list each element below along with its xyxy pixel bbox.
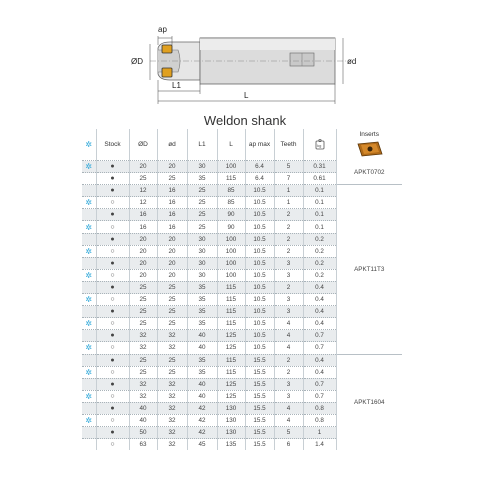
cell-L: 125 xyxy=(217,378,245,390)
cell-teeth: 7 xyxy=(274,173,303,185)
cell-kg: 0.7 xyxy=(303,390,336,402)
cell-L1: 30 xyxy=(187,269,217,281)
cell-teeth: 2 xyxy=(274,209,303,221)
cell-ap: 10.5 xyxy=(245,209,274,221)
cell-kg: 0.2 xyxy=(303,245,336,257)
cell-ap: 10.5 xyxy=(245,281,274,293)
cell-teeth: 2 xyxy=(274,233,303,245)
cell-teeth: 5 xyxy=(274,161,303,173)
cell-kg: 0.1 xyxy=(303,221,336,233)
cell-L1: 35 xyxy=(187,366,217,378)
snowflake-icon: ✲ xyxy=(82,366,96,378)
cell-D: 12 xyxy=(129,185,157,197)
cell-L: 130 xyxy=(217,427,245,439)
col-L: L xyxy=(217,129,245,161)
empty-cell xyxy=(82,173,96,185)
cell-L1: 30 xyxy=(187,257,217,269)
cell-L1: 30 xyxy=(187,233,217,245)
cell-L1: 40 xyxy=(187,330,217,342)
cell-L1: 35 xyxy=(187,294,217,306)
cell-stock: ○ xyxy=(96,342,129,354)
D-label: ØD xyxy=(131,57,143,66)
cell-d: 32 xyxy=(157,402,187,414)
cell-L1: 42 xyxy=(187,402,217,414)
cell-kg: 0.4 xyxy=(303,366,336,378)
cell-kg: 0.2 xyxy=(303,257,336,269)
cell-L: 125 xyxy=(217,390,245,402)
cell-ap: 10.5 xyxy=(245,257,274,269)
cell-D: 20 xyxy=(129,161,157,173)
cell-d: 32 xyxy=(157,414,187,426)
cell-L1: 35 xyxy=(187,281,217,293)
cell-stock: ○ xyxy=(96,269,129,281)
cell-L: 90 xyxy=(217,209,245,221)
snowflake-header: ✲ xyxy=(82,129,96,161)
cell-L1: 35 xyxy=(187,173,217,185)
cell-d: 20 xyxy=(157,161,187,173)
svg-text:kg: kg xyxy=(316,142,321,148)
kg-weight-icon xyxy=(314,138,326,150)
cell-stock: ○ xyxy=(96,318,129,330)
empty-cell xyxy=(82,439,96,451)
cell-L1: 25 xyxy=(187,185,217,197)
cell-ap: 15.5 xyxy=(245,390,274,402)
cell-ap: 15.5 xyxy=(245,402,274,414)
snowflake-icon: ✲ xyxy=(82,414,96,426)
cell-d: 25 xyxy=(157,318,187,330)
cell-teeth: 3 xyxy=(274,269,303,281)
cell-stock: ● xyxy=(96,402,129,414)
ap-label: ap xyxy=(158,25,167,34)
cell-teeth: 1 xyxy=(274,185,303,197)
cell-D: 25 xyxy=(129,294,157,306)
cell-stock: ● xyxy=(96,281,129,293)
empty-cell xyxy=(82,306,96,318)
cell-kg: 0.4 xyxy=(303,354,336,366)
cell-D: 25 xyxy=(129,306,157,318)
cell-d: 16 xyxy=(157,197,187,209)
cell-d: 16 xyxy=(157,221,187,233)
cell-L1: 35 xyxy=(187,306,217,318)
empty-cell xyxy=(82,209,96,221)
col-kg xyxy=(303,129,336,161)
cell-ap: 15.5 xyxy=(245,439,274,451)
cell-D: 20 xyxy=(129,257,157,269)
cell-L: 85 xyxy=(217,197,245,209)
cell-ap: 10.5 xyxy=(245,318,274,330)
snowflake-icon: ✲ xyxy=(82,294,96,306)
cell-d: 25 xyxy=(157,173,187,185)
cell-d: 25 xyxy=(157,294,187,306)
snowflake-icon: ✲ xyxy=(82,269,96,281)
cell-stock: ● xyxy=(96,306,129,318)
cell-stock: ○ xyxy=(96,245,129,257)
cell-ap: 10.5 xyxy=(245,197,274,209)
cell-stock: ● xyxy=(96,427,129,439)
cell-d: 25 xyxy=(157,354,187,366)
cell-ap: 6.4 xyxy=(245,161,274,173)
cell-kg: 0.1 xyxy=(303,197,336,209)
cell-kg: 1 xyxy=(303,427,336,439)
cell-ap: 10.5 xyxy=(245,330,274,342)
cell-teeth: 3 xyxy=(274,378,303,390)
cell-stock: ○ xyxy=(96,197,129,209)
col-stock: Stock xyxy=(96,129,129,161)
cell-ap: 15.5 xyxy=(245,366,274,378)
cell-ap: 10.5 xyxy=(245,233,274,245)
cell-kg: 0.1 xyxy=(303,209,336,221)
cell-teeth: 4 xyxy=(274,318,303,330)
cell-L1: 42 xyxy=(187,414,217,426)
cell-D: 32 xyxy=(129,390,157,402)
cell-D: 20 xyxy=(129,233,157,245)
cell-d: 16 xyxy=(157,209,187,221)
cell-L: 115 xyxy=(217,281,245,293)
cell-ap: 10.5 xyxy=(245,306,274,318)
cell-d: 32 xyxy=(157,439,187,451)
col-D: ØD xyxy=(129,129,157,161)
cell-stock: ● xyxy=(96,257,129,269)
table-row xyxy=(82,185,402,197)
L1-label: L1 xyxy=(172,81,181,90)
cell-D: 40 xyxy=(129,414,157,426)
inserts-label: Inserts xyxy=(359,131,379,139)
cell-d: 32 xyxy=(157,390,187,402)
cell-L: 115 xyxy=(217,318,245,330)
cell-teeth: 4 xyxy=(274,330,303,342)
empty-cell xyxy=(82,257,96,269)
cell-kg: 0.8 xyxy=(303,414,336,426)
cell-kg: 0.8 xyxy=(303,402,336,414)
cell-stock: ● xyxy=(96,161,129,173)
cell-stock: ● xyxy=(96,173,129,185)
snowflake-icon: ✲ xyxy=(82,342,96,354)
cell-d: 16 xyxy=(157,185,187,197)
cell-ap: 10.5 xyxy=(245,269,274,281)
cell-kg: 0.4 xyxy=(303,281,336,293)
snowflake-icon: ✲ xyxy=(82,318,96,330)
cell-teeth: 4 xyxy=(274,342,303,354)
cell-D: 12 xyxy=(129,197,157,209)
cell-L: 135 xyxy=(217,439,245,451)
cell-ap: 10.5 xyxy=(245,185,274,197)
cell-d: 20 xyxy=(157,257,187,269)
cell-D: 63 xyxy=(129,439,157,451)
cell-d: 25 xyxy=(157,306,187,318)
cell-L1: 40 xyxy=(187,390,217,402)
cell-kg: 0.61 xyxy=(303,173,336,185)
cell-L1: 42 xyxy=(187,427,217,439)
cell-L: 85 xyxy=(217,185,245,197)
cell-kg: 0.2 xyxy=(303,269,336,281)
cell-teeth: 3 xyxy=(274,294,303,306)
cell-ap: 10.5 xyxy=(245,294,274,306)
cell-L: 100 xyxy=(217,233,245,245)
insert-group-label: APKT0702 xyxy=(336,161,402,185)
cell-D: 40 xyxy=(129,402,157,414)
cell-D: 32 xyxy=(129,330,157,342)
cell-teeth: 2 xyxy=(274,366,303,378)
cell-D: 20 xyxy=(129,245,157,257)
cell-stock: ● xyxy=(96,209,129,221)
table-row xyxy=(82,161,402,173)
cell-ap: 15.5 xyxy=(245,354,274,366)
cell-stock: ● xyxy=(96,233,129,245)
cell-L1: 40 xyxy=(187,378,217,390)
cell-stock: ○ xyxy=(96,221,129,233)
cell-L1: 30 xyxy=(187,161,217,173)
cell-ap: 15.5 xyxy=(245,414,274,426)
empty-cell xyxy=(82,402,96,414)
cell-kg: 0.1 xyxy=(303,185,336,197)
table-row xyxy=(82,354,402,366)
col-teeth: Teeth xyxy=(274,129,303,161)
cell-stock: ○ xyxy=(96,439,129,451)
cell-kg: 0.31 xyxy=(303,161,336,173)
snowflake-icon: ✲ xyxy=(82,161,96,173)
cell-kg: 0.4 xyxy=(303,306,336,318)
cell-teeth: 2 xyxy=(274,245,303,257)
cell-L1: 40 xyxy=(187,342,217,354)
cell-teeth: 3 xyxy=(274,306,303,318)
cell-D: 32 xyxy=(129,342,157,354)
cell-L1: 45 xyxy=(187,439,217,451)
cell-stock: ○ xyxy=(96,390,129,402)
cell-L1: 25 xyxy=(187,221,217,233)
product-table xyxy=(82,129,402,450)
empty-cell xyxy=(82,330,96,342)
cell-teeth: 6 xyxy=(274,439,303,451)
cell-d: 20 xyxy=(157,245,187,257)
snowflake-icon: ✲ xyxy=(82,245,96,257)
col-ap: ap max xyxy=(245,129,274,161)
cell-L: 100 xyxy=(217,161,245,173)
col-d: ød xyxy=(157,129,187,161)
cell-ap: 6.4 xyxy=(245,173,274,185)
cell-teeth: 4 xyxy=(274,402,303,414)
snowflake-icon: ✲ xyxy=(82,197,96,209)
cell-kg: 0.7 xyxy=(303,330,336,342)
cell-ap: 15.5 xyxy=(245,378,274,390)
cell-ap: 10.5 xyxy=(245,245,274,257)
cell-D: 25 xyxy=(129,354,157,366)
L-label: L xyxy=(244,91,249,100)
cell-teeth: 2 xyxy=(274,221,303,233)
insert-group-label: APKT1604 xyxy=(336,354,402,450)
cell-kg: 0.7 xyxy=(303,342,336,354)
cell-stock: ○ xyxy=(96,294,129,306)
cell-D: 50 xyxy=(129,427,157,439)
cell-L1: 30 xyxy=(187,245,217,257)
cell-L: 90 xyxy=(217,221,245,233)
cell-teeth: 3 xyxy=(274,390,303,402)
cell-d: 32 xyxy=(157,378,187,390)
cell-L: 100 xyxy=(217,269,245,281)
cell-stock: ● xyxy=(96,185,129,197)
cell-L1: 35 xyxy=(187,318,217,330)
col-L1: L1 xyxy=(187,129,217,161)
cell-kg: 0.7 xyxy=(303,378,336,390)
cell-L: 115 xyxy=(217,294,245,306)
cell-L1: 25 xyxy=(187,197,217,209)
tool-drawing xyxy=(0,0,490,112)
cell-d: 25 xyxy=(157,366,187,378)
cell-d: 20 xyxy=(157,269,187,281)
empty-cell xyxy=(82,185,96,197)
cell-L: 115 xyxy=(217,173,245,185)
cell-L: 125 xyxy=(217,342,245,354)
cell-teeth: 2 xyxy=(274,354,303,366)
snowflake-icon: ✲ xyxy=(82,221,96,233)
d-label: ød xyxy=(347,57,357,66)
empty-cell xyxy=(82,233,96,245)
cell-D: 32 xyxy=(129,378,157,390)
cell-D: 25 xyxy=(129,366,157,378)
page-title: Weldon shank xyxy=(203,113,287,128)
snowflake-icon: ✲ xyxy=(82,390,96,402)
cell-L: 115 xyxy=(217,366,245,378)
cell-teeth: 3 xyxy=(274,257,303,269)
cell-D: 16 xyxy=(129,209,157,221)
cell-L: 115 xyxy=(217,306,245,318)
empty-cell xyxy=(82,354,96,366)
cell-L1: 35 xyxy=(187,354,217,366)
cell-kg: 1.4 xyxy=(303,439,336,451)
cell-stock: ● xyxy=(96,378,129,390)
empty-cell xyxy=(82,281,96,293)
empty-cell xyxy=(82,378,96,390)
cell-d: 32 xyxy=(157,330,187,342)
cell-ap: 10.5 xyxy=(245,342,274,354)
cell-kg: 0.4 xyxy=(303,318,336,330)
insert-image xyxy=(354,140,384,158)
cell-L: 130 xyxy=(217,414,245,426)
cell-d: 32 xyxy=(157,342,187,354)
cell-L: 100 xyxy=(217,245,245,257)
cell-D: 25 xyxy=(129,281,157,293)
col-inserts xyxy=(336,129,402,161)
cell-D: 25 xyxy=(129,173,157,185)
cell-stock: ● xyxy=(96,330,129,342)
cell-teeth: 1 xyxy=(274,197,303,209)
cell-D: 16 xyxy=(129,221,157,233)
cell-D: 25 xyxy=(129,318,157,330)
cell-L1: 25 xyxy=(187,209,217,221)
cell-L: 125 xyxy=(217,330,245,342)
cell-d: 20 xyxy=(157,233,187,245)
cell-kg: 0.4 xyxy=(303,294,336,306)
cell-d: 25 xyxy=(157,281,187,293)
insert-group-label: APKT11T3 xyxy=(336,185,402,354)
cell-ap: 15.5 xyxy=(245,427,274,439)
cell-d: 32 xyxy=(157,427,187,439)
cell-stock: ● xyxy=(96,354,129,366)
cell-L: 130 xyxy=(217,402,245,414)
cell-teeth: 2 xyxy=(274,281,303,293)
cell-stock: ○ xyxy=(96,366,129,378)
cell-teeth: 5 xyxy=(274,427,303,439)
cell-ap: 10.5 xyxy=(245,221,274,233)
cell-L: 115 xyxy=(217,354,245,366)
cell-kg: 0.2 xyxy=(303,233,336,245)
cell-L: 100 xyxy=(217,257,245,269)
cell-D: 20 xyxy=(129,269,157,281)
cell-teeth: 4 xyxy=(274,414,303,426)
cell-stock: ○ xyxy=(96,414,129,426)
empty-cell xyxy=(82,427,96,439)
